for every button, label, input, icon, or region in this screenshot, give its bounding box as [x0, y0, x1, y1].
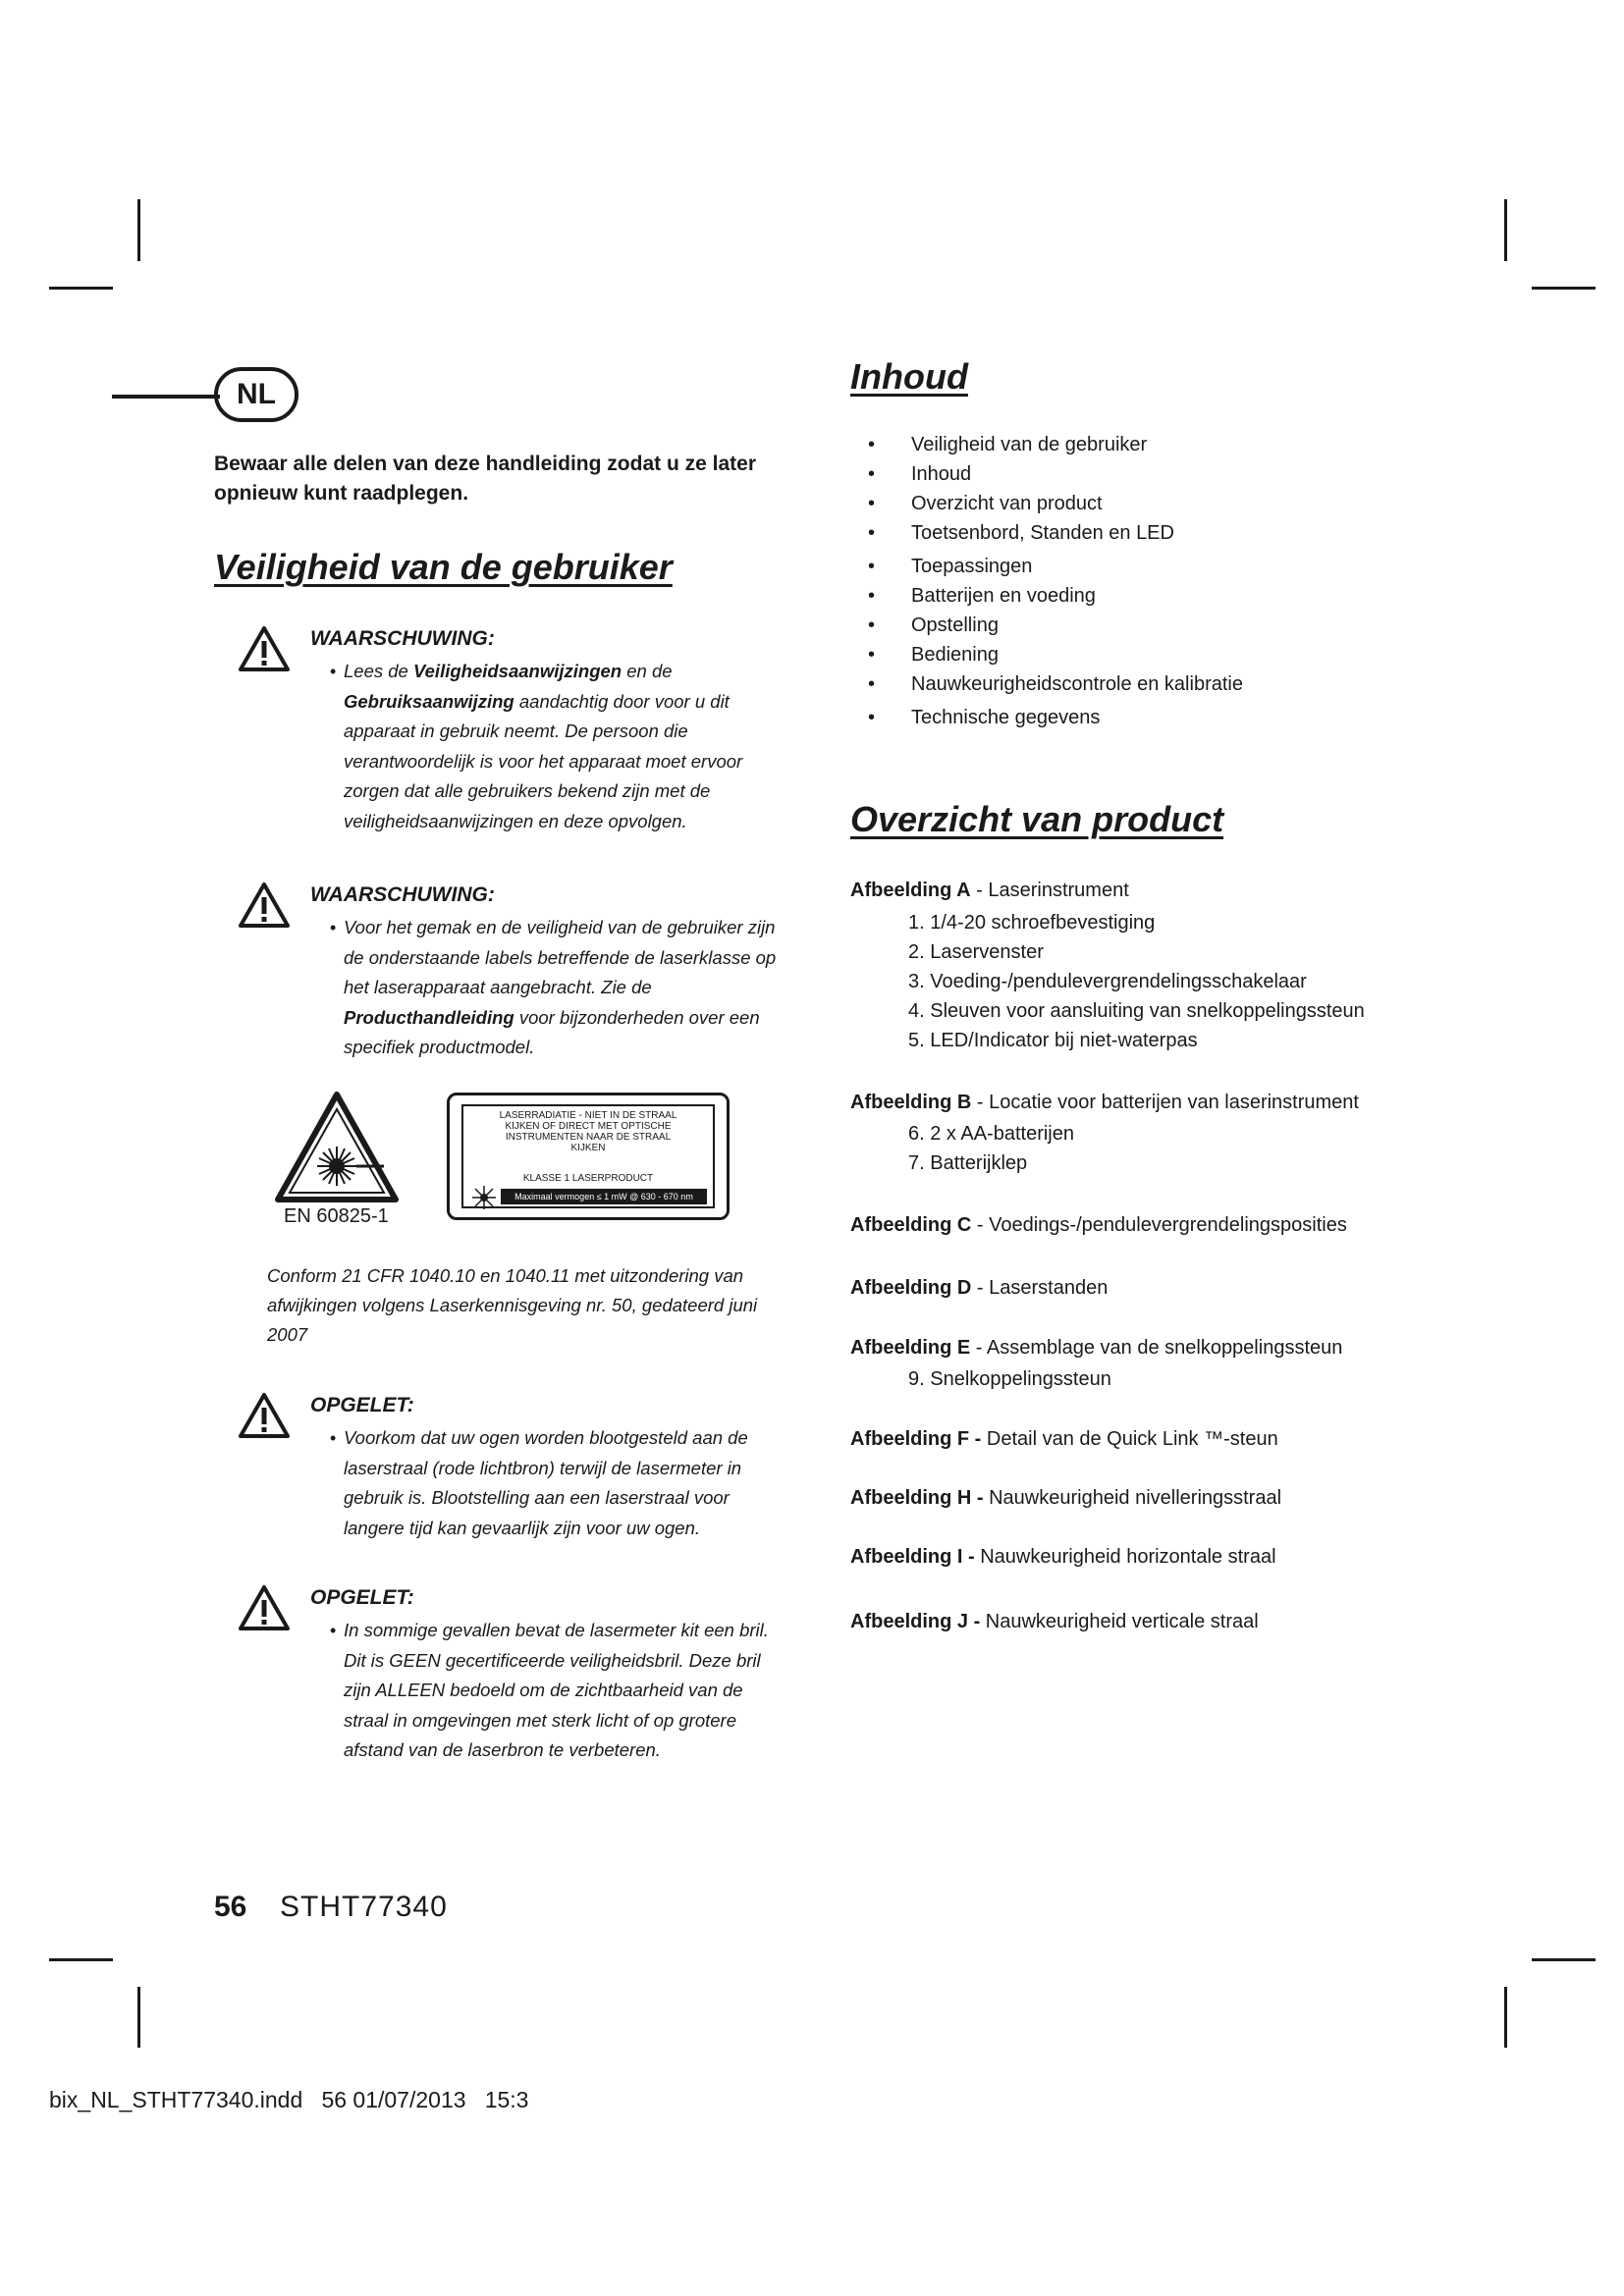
figure-caption: Afbeelding A - Laserinstrument [850, 880, 1129, 901]
laser-label-power: Maximaal vermogen ≤ 1 mW @ 630 - 670 nm [501, 1189, 707, 1204]
figure-item: 3. Voeding-/pendulevergrendelingsschakelaar [908, 971, 1307, 992]
contents-list [868, 430, 1243, 732]
laser-hazard-icon [273, 1090, 401, 1205]
warning-title: WAARSCHUWING: [310, 883, 495, 906]
caution-text: Voorkom dat uw ogen worden blootgesteld aan de laserstraal (rode lichtbron) terwijl de lasermeter in gebruik is. Blootstelling aan een laserstraal voor langere tijd kan gevaarlijk zijn voor uw ogen. [344, 1427, 748, 1538]
bullet: • [330, 1428, 337, 1448]
figure-caption: Afbeelding B - Locatie voor batterijen van laserinstrument [850, 1092, 1359, 1113]
crop-mark [137, 199, 140, 261]
caution-title: OPGELET: [310, 1394, 414, 1416]
contents-item: • Inhoud [868, 459, 1243, 489]
contents-item: • Opstelling [868, 611, 1243, 640]
contents-item: • Bediening [868, 640, 1243, 669]
overview-heading: Overzicht van product [850, 799, 1224, 839]
intro-text: Bewaar alle delen van deze handleiding zodat u ze later opnieuw kunt raadplegen. [214, 453, 756, 505]
contents-item: • Veiligheid van de gebruiker [868, 430, 1243, 459]
model-number: STHT77340 [280, 1891, 448, 1923]
warning-triangle-icon [238, 625, 291, 672]
bullet: • [330, 1621, 337, 1640]
crop-mark [49, 287, 113, 290]
warning-triangle-icon [238, 881, 291, 929]
crop-mark [1532, 1958, 1596, 1961]
bullet: • [330, 918, 337, 937]
laser-class-label [447, 1093, 730, 1220]
figure-item: 9. Snelkoppelingssteun [908, 1368, 1111, 1390]
figure-item: 5. LED/Indicator bij niet-waterpas [908, 1030, 1198, 1051]
contents-item: • Nauwkeurigheidscontrole en kalibratie [868, 669, 1243, 703]
figure-caption: Afbeelding I - Nauwkeurigheid horizontale straal [850, 1546, 1276, 1568]
figure-item: 1. 1/4-20 schroefbevestiging [908, 912, 1156, 934]
crop-mark [1504, 1987, 1507, 2048]
laser-label-class: KLASSE 1 LASERPRODUCT [522, 1173, 654, 1184]
bullet: • [330, 662, 337, 681]
figure-caption: Afbeelding E - Assemblage van de snelkoppelingssteun [850, 1337, 1343, 1359]
figure-caption: Afbeelding J - Nauwkeurigheid verticale straal [850, 1611, 1259, 1632]
warning-title: WAARSCHUWING: [310, 627, 495, 650]
contents-item: • Batterijen en voeding [868, 581, 1243, 611]
crop-mark [49, 1958, 113, 1961]
language-rule [112, 395, 220, 399]
figure-caption: Afbeelding C - Voedings-/pendulevergrendelingsposities [850, 1214, 1347, 1236]
crop-mark [137, 1987, 140, 2048]
warning-triangle-icon [238, 1584, 291, 1631]
figure-caption: Afbeelding D - Laserstanden [850, 1277, 1109, 1299]
contents-item: • Toetsenbord, Standen en LED [868, 518, 1243, 552]
crop-mark [1532, 287, 1596, 290]
conformity-statement: Conform 21 CFR 1040.10 en 1040.11 met uitzondering van afwijkingen volgens Laserkennisgeving nr. 50, gedateerd juni 2007 [267, 1265, 758, 1345]
figure-caption: Afbeelding H - Nauwkeurigheid nivelleringsstraal [850, 1487, 1282, 1509]
caution-text: In sommige gevallen bevat de lasermeter kit een bril. Dit is GEEN gecertificeerde veiligheidsbril. Deze bril zijn ALLEEN bedoeld om de zichtbaarheid van de straal in omgevingen met sterk licht of op grotere afstand van de laserbron te verbeteren. [344, 1620, 769, 1760]
figure-item: 7. Batterijklep [908, 1152, 1028, 1174]
standard-label: EN 60825-1 [284, 1205, 389, 1227]
warning-text: Lees de Veiligheidsaanwijzingen en de Gebruiksaanwijzing aandachtig door voor u dit apparaat in gebruik neemt. De persoon die verantwoordelijk is voor het apparaat moet ervoor zorgen dat alle gebruikers bekend zijn met de veiligheidsaanwijzingen en deze opvolgen. [344, 661, 743, 831]
contents-item: • Overzicht van product [868, 489, 1243, 518]
caution-title: OPGELET: [310, 1586, 414, 1609]
language-badge: NL [214, 367, 298, 422]
laser-label-frame [461, 1104, 715, 1208]
laser-star-icon [471, 1185, 497, 1210]
figure-item: 2. Laservenster [908, 941, 1044, 963]
warning-text: Voor het gemak en de veiligheid van de gebruiker zijn de onderstaande labels betreffende de laserklasse op het laserapparaat aangebracht. Zie de Producthandleiding voor bijzonderheden over een specifiek productmodel. [344, 917, 777, 1057]
page-number: 56 [214, 1891, 247, 1923]
print-slug: bix_NL_STHT77340.indd 56 01/07/2013 15:3 [49, 2087, 529, 2112]
safety-heading: Veiligheid van de gebruiker [214, 547, 673, 587]
contents-item: • Toepassingen [868, 552, 1243, 581]
figure-item: 6. 2 x AA-batterijen [908, 1123, 1074, 1145]
warning-triangle-icon [238, 1392, 291, 1439]
figure-caption: Afbeelding F - Detail van de Quick Link ™-steun [850, 1428, 1278, 1450]
contents-item: • Technische gegevens [868, 703, 1243, 732]
crop-mark [1504, 199, 1507, 261]
contents-heading: Inhoud [850, 356, 968, 397]
figure-item: 4. Sleuven voor aansluiting van snelkoppelingssteun [908, 1000, 1365, 1022]
laser-label-warning: LASERRADIATIE - NIET IN DE STRAAL KIJKEN OF DIRECT MET OPTISCHE INSTRUMENTEN NAAR DE STRAAL KIJKEN [499, 1110, 677, 1153]
